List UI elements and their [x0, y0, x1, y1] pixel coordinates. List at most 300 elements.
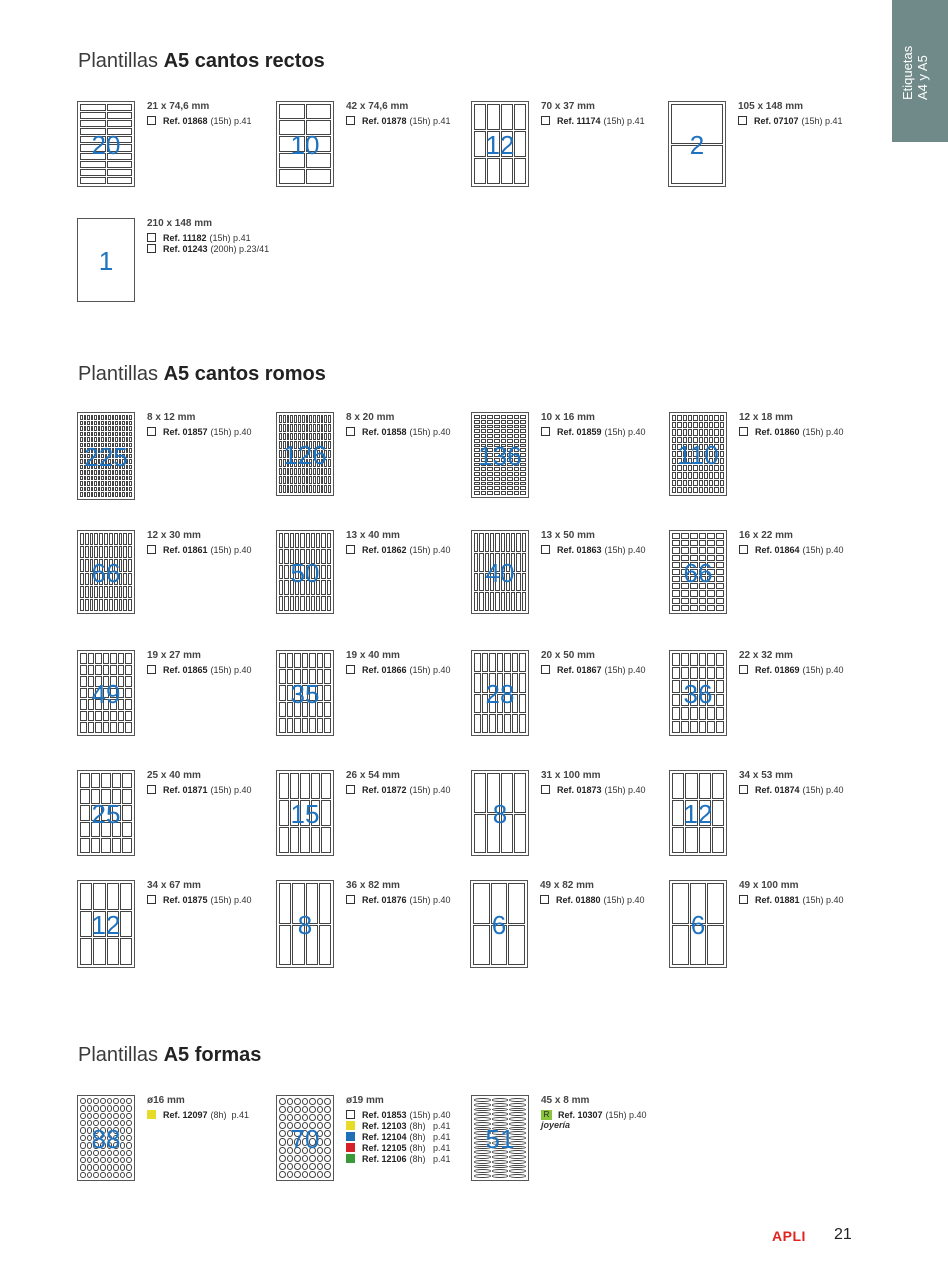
label-cell: [317, 476, 320, 484]
label-template-item: [276, 880, 471, 990]
label-cell: [298, 476, 301, 484]
label-cell: [294, 476, 297, 484]
checkbox[interactable]: [541, 427, 550, 436]
reference-list: [739, 544, 844, 555]
label-cell: [107, 1157, 113, 1163]
section-title-romos: Plantillas A5 cantos romos: [78, 363, 326, 385]
label-cell: [109, 573, 113, 585]
label-cell: [80, 1105, 86, 1111]
label-cell: [279, 441, 282, 449]
label-cell: [107, 1120, 113, 1126]
label-dimensions: ø19 mm: [346, 1095, 384, 1106]
label-cell: [283, 485, 286, 493]
reference-row: [346, 894, 451, 905]
checkbox[interactable]: [346, 895, 355, 904]
label-cell: [501, 453, 507, 457]
reference-code: Ref. 01862: [362, 544, 407, 555]
reference-code: Ref. 01874: [755, 784, 800, 795]
label-cell: [316, 533, 320, 548]
label-cell: [699, 415, 703, 421]
label-cell: [80, 883, 92, 910]
label-count: 126: [283, 440, 327, 470]
label-count: 15: [290, 799, 320, 829]
reference-code: Ref. 01865: [163, 664, 208, 675]
label-cell: [115, 448, 118, 453]
reference-info: (15h) p.40: [409, 1109, 451, 1120]
label-cell: [317, 441, 320, 449]
label-cell: [508, 925, 525, 966]
label-cell: [126, 437, 129, 442]
label-cell: [129, 454, 132, 459]
reference-code: Ref. 01868: [163, 115, 208, 126]
label-cell: [482, 714, 489, 733]
label-cell: [690, 576, 698, 582]
label-cell: [114, 586, 118, 598]
reference-list: [739, 664, 844, 675]
label-cell: [324, 685, 331, 700]
label-cell: [100, 1150, 106, 1156]
label-cell: [107, 1113, 113, 1119]
label-cell: [494, 434, 500, 438]
label-cell: [88, 711, 95, 722]
label-grid: [671, 104, 723, 184]
section-title-formas: Plantillas A5 formas: [78, 1044, 262, 1066]
label-cell: [501, 463, 507, 467]
reference-info: (15h) p.40: [210, 784, 252, 795]
label-cell: [313, 476, 316, 484]
label-cell: [279, 773, 289, 799]
label-cell: [306, 485, 309, 493]
label-cell: [295, 596, 299, 611]
label-cell: [295, 533, 299, 548]
label-cell: [87, 1098, 93, 1104]
label-cell: [707, 883, 724, 924]
label-cell: [80, 177, 106, 184]
label-cell: [324, 718, 331, 733]
checkbox[interactable]: [147, 665, 156, 674]
label-cell: [324, 1122, 331, 1129]
reference-info: (15h) p.41: [603, 115, 645, 126]
label-cell: [704, 487, 708, 493]
label-cell: [80, 104, 106, 111]
label-cell: [113, 1157, 119, 1163]
label-cell: [492, 1165, 509, 1169]
label-cell: [115, 487, 118, 492]
label-cell: [327, 596, 331, 611]
label-cell: [688, 480, 692, 486]
reference-row: [147, 894, 252, 905]
sheet-preview: [77, 650, 135, 736]
checkbox[interactable]: [147, 895, 156, 904]
label-cell: [699, 694, 707, 707]
label-cell: [309, 669, 316, 684]
label-cell: [474, 1155, 491, 1159]
label-cell: [94, 533, 98, 545]
label-template-item: [471, 1095, 666, 1205]
label-cell: [707, 605, 715, 611]
label-cell: [672, 569, 680, 575]
sheet-preview: [77, 218, 135, 302]
label-cell: [101, 492, 104, 497]
label-cell: [112, 415, 115, 420]
label-cell: [507, 448, 513, 452]
label-cell: [324, 450, 327, 458]
label-cell: [707, 667, 715, 680]
label-cell: [115, 421, 118, 426]
label-cell: [87, 492, 90, 497]
label-template-item: [77, 530, 272, 640]
label-cell: [302, 1155, 309, 1162]
label-cell: [720, 437, 724, 443]
label-cell: [120, 1157, 126, 1163]
label-cell: [520, 477, 526, 481]
label-cell: [118, 688, 125, 699]
label-count: 6: [491, 910, 507, 940]
label-cell: [685, 773, 697, 799]
label-cell: [126, 448, 129, 453]
label-template-item: [471, 412, 666, 522]
reference-list: [541, 544, 646, 555]
label-cell: [107, 911, 119, 938]
label-cell: [302, 718, 309, 733]
checkbox[interactable]: [738, 116, 747, 125]
label-cell: [672, 773, 684, 799]
label-cell: [290, 549, 294, 564]
label-cell: [103, 665, 110, 676]
label-cell: [474, 439, 480, 443]
label-cell: [685, 827, 697, 853]
label-cell: [302, 450, 305, 458]
reference-info: (15h) p.40: [802, 784, 844, 795]
label-cell: [507, 434, 513, 438]
label-cell: [94, 443, 97, 448]
label-cell: [519, 653, 526, 672]
label-cell: [309, 415, 312, 423]
label-cell: [489, 694, 496, 713]
reference-row: [739, 894, 844, 905]
label-cell: [690, 883, 707, 924]
label-cell: [80, 136, 106, 143]
label-cell: [514, 444, 520, 448]
label-template-item: [77, 1095, 272, 1205]
label-cell: [681, 569, 689, 575]
label-cell: [317, 468, 320, 476]
label-cell: [122, 448, 125, 453]
checkbox[interactable]: [346, 545, 355, 554]
label-cell: [290, 415, 293, 423]
label-cell: [306, 459, 309, 467]
label-cell: [699, 422, 703, 428]
label-cell: [306, 468, 309, 476]
label-cell: [709, 422, 713, 428]
label-template-item: [669, 880, 864, 990]
label-cell: [120, 1120, 126, 1126]
label-cell: [720, 429, 724, 435]
reference-code: Ref. 01864: [755, 544, 800, 555]
label-cell: [290, 533, 294, 548]
label-cell: [279, 565, 283, 580]
label-cell: [324, 468, 327, 476]
label-count: 51: [485, 1124, 515, 1154]
label-cell: [690, 694, 698, 707]
label-cell: [699, 800, 711, 826]
label-cell: [317, 669, 324, 684]
label-cell: [512, 653, 519, 672]
label-cell: [115, 476, 118, 481]
label-cell: [287, 1114, 294, 1121]
label-cell: [115, 492, 118, 497]
reference-info: (15h) p.40: [409, 784, 451, 795]
label-cell: [704, 465, 708, 471]
label-cell: [474, 472, 480, 476]
label-count: 1: [98, 246, 114, 276]
label-cell: [474, 714, 481, 733]
label-cell: [306, 883, 318, 924]
label-cell: [688, 451, 692, 457]
label-cell: [80, 653, 87, 664]
label-cell: [94, 599, 98, 611]
label-cell: [709, 458, 713, 464]
label-cell: [688, 472, 692, 478]
label-cell: [101, 454, 104, 459]
label-cell: [699, 429, 703, 435]
label-cell: [302, 1114, 309, 1121]
label-cell: [716, 590, 724, 596]
label-cell: [474, 1117, 491, 1121]
reference-info: (15h) p.40: [603, 894, 645, 905]
label-cell: [474, 491, 480, 495]
label-cell: [80, 1135, 86, 1141]
label-count: 8: [492, 799, 508, 829]
label-cell: [309, 1122, 316, 1129]
label-cell: [294, 1130, 301, 1137]
label-cell: [516, 533, 520, 552]
label-cell: [126, 476, 129, 481]
sheet-preview: [669, 770, 727, 856]
label-cell: [287, 1138, 294, 1145]
label-cell: [287, 450, 290, 458]
label-cell: [94, 586, 98, 598]
checkbox[interactable]: [541, 665, 550, 674]
checkbox[interactable]: [346, 785, 355, 794]
reference-code: Ref. 01860: [755, 426, 800, 437]
label-cell: [113, 1172, 119, 1178]
label-cell: [94, 487, 97, 492]
label-cell: [311, 580, 315, 595]
label-cell: [504, 694, 511, 713]
label-cell: [112, 454, 115, 459]
checkbox[interactable]: [541, 545, 550, 554]
label-cell: [512, 714, 519, 733]
label-cell: [99, 573, 103, 585]
label-cell: [324, 1130, 331, 1137]
label-cell: [685, 800, 697, 826]
sheet-preview: [276, 650, 334, 736]
label-cell: [80, 1113, 86, 1119]
label-cell: [107, 177, 133, 184]
label-cell: [108, 437, 111, 442]
label-cell: [690, 555, 698, 561]
label-grid: [80, 415, 132, 497]
label-cell: [95, 711, 102, 722]
label-grid: [672, 773, 724, 853]
label-cell: [118, 653, 125, 664]
label-cell: [328, 433, 331, 441]
label-cell: [324, 702, 331, 717]
label-cell: [98, 481, 101, 486]
reference-row: [346, 1142, 451, 1153]
label-cell: [95, 688, 102, 699]
label-cell: [716, 707, 724, 720]
sheet-preview: [668, 101, 726, 187]
label-cell: [107, 1135, 113, 1141]
label-cell: [509, 1103, 526, 1107]
label-cell: [494, 458, 500, 462]
label-cell: [302, 1106, 309, 1113]
label-cell: [80, 1127, 86, 1133]
reference-code: Ref. 01867: [557, 664, 602, 675]
label-cell: [514, 467, 520, 471]
label-cell: [707, 925, 724, 966]
checkbox[interactable]: [739, 427, 748, 436]
label-dimensions: 8 x 20 mm: [346, 412, 395, 423]
label-cell: [80, 1142, 86, 1148]
reference-list: [738, 115, 843, 126]
label-cell: [84, 454, 87, 459]
label-cell: [91, 415, 94, 420]
label-cell: [279, 1098, 286, 1105]
label-template-item: [276, 530, 471, 640]
checkbox[interactable]: [346, 116, 355, 125]
reference-list: [346, 894, 451, 905]
label-cell: [91, 487, 94, 492]
label-cell: [298, 441, 301, 449]
checkbox[interactable]: [147, 427, 156, 436]
label-cell: [290, 476, 293, 484]
label-cell: [519, 694, 526, 713]
label-cell: [714, 458, 718, 464]
label-cell: [88, 665, 95, 676]
label-cell: [302, 685, 309, 700]
label-count: 25: [91, 799, 121, 829]
checkbox[interactable]: [147, 785, 156, 794]
label-cell: [495, 533, 499, 552]
color-swatch: [346, 1121, 355, 1130]
label-cell: [317, 1130, 324, 1137]
label-cell: [126, 432, 129, 437]
label-cell: [123, 546, 127, 558]
checkbox[interactable]: [739, 895, 748, 904]
label-template-item: [471, 101, 666, 211]
label-cell: [474, 573, 478, 592]
checkbox[interactable]: [147, 116, 156, 125]
label-cell: [327, 533, 331, 548]
label-cell: [88, 699, 95, 710]
label-cell: [87, 421, 90, 426]
label-cell: [80, 1150, 86, 1156]
label-cell: [88, 653, 95, 664]
label-cell: [294, 485, 297, 493]
reference-info: (15h) p.40: [802, 426, 844, 437]
label-cell: [520, 453, 526, 457]
checkbox[interactable]: [147, 545, 156, 554]
label-cell: [311, 800, 321, 826]
label-cell: [316, 565, 320, 580]
label-cell: [122, 454, 125, 459]
label-grid: [279, 1098, 331, 1178]
label-cell: [122, 492, 125, 497]
reference-row: [147, 115, 252, 126]
label-cell: [112, 487, 115, 492]
checkbox[interactable]: [147, 244, 156, 253]
label-cell: [313, 433, 316, 441]
checkbox[interactable]: [540, 895, 549, 904]
label-cell: [501, 429, 507, 433]
label-cell: [492, 1108, 509, 1112]
label-cell: [507, 429, 513, 433]
label-cell: [105, 437, 108, 442]
label-cell: [108, 454, 111, 459]
label-cell: [481, 472, 487, 476]
label-cell: [690, 680, 698, 693]
label-cell: [112, 470, 115, 475]
label-cell: [492, 1141, 509, 1145]
checkbox[interactable]: [739, 545, 748, 554]
label-cell: [99, 586, 103, 598]
checkbox[interactable]: [346, 427, 355, 436]
label-cell: [279, 702, 286, 717]
checkbox[interactable]: [346, 665, 355, 674]
label-cell: [481, 434, 487, 438]
checkbox[interactable]: [346, 1110, 355, 1119]
label-cell: [677, 415, 681, 421]
reference-row: [541, 664, 646, 675]
label-cell: [324, 1155, 331, 1162]
label-cell: [681, 555, 689, 561]
checkbox[interactable]: [739, 665, 748, 674]
label-cell: [279, 433, 282, 441]
checkbox[interactable]: [541, 116, 550, 125]
sheet-preview: [276, 880, 334, 968]
label-cell: [99, 559, 103, 571]
label-cell: [109, 546, 113, 558]
label-cell: [709, 415, 713, 421]
label-cell: [317, 433, 320, 441]
reference-info: (15h) p.40: [604, 426, 646, 437]
label-cell: [474, 444, 480, 448]
label-cell: [501, 491, 507, 495]
label-grid: [474, 533, 526, 611]
label-cell: [690, 598, 698, 604]
label-cell: [80, 481, 83, 486]
label-cell: [104, 599, 108, 611]
checkbox[interactable]: [541, 785, 550, 794]
checkbox[interactable]: [147, 233, 156, 242]
label-cell: [514, 773, 526, 813]
label-cell: [87, 1142, 93, 1148]
label-cell: [114, 573, 118, 585]
label-cell: [105, 465, 108, 470]
label-cell: [672, 437, 676, 443]
label-cell: [474, 1122, 491, 1126]
label-cell: [306, 549, 310, 564]
label-cell: [714, 437, 718, 443]
checkbox[interactable]: [739, 785, 748, 794]
label-cell: [302, 468, 305, 476]
label-cell: [80, 470, 83, 475]
label-cell: [716, 533, 724, 539]
label-cell: [112, 448, 115, 453]
